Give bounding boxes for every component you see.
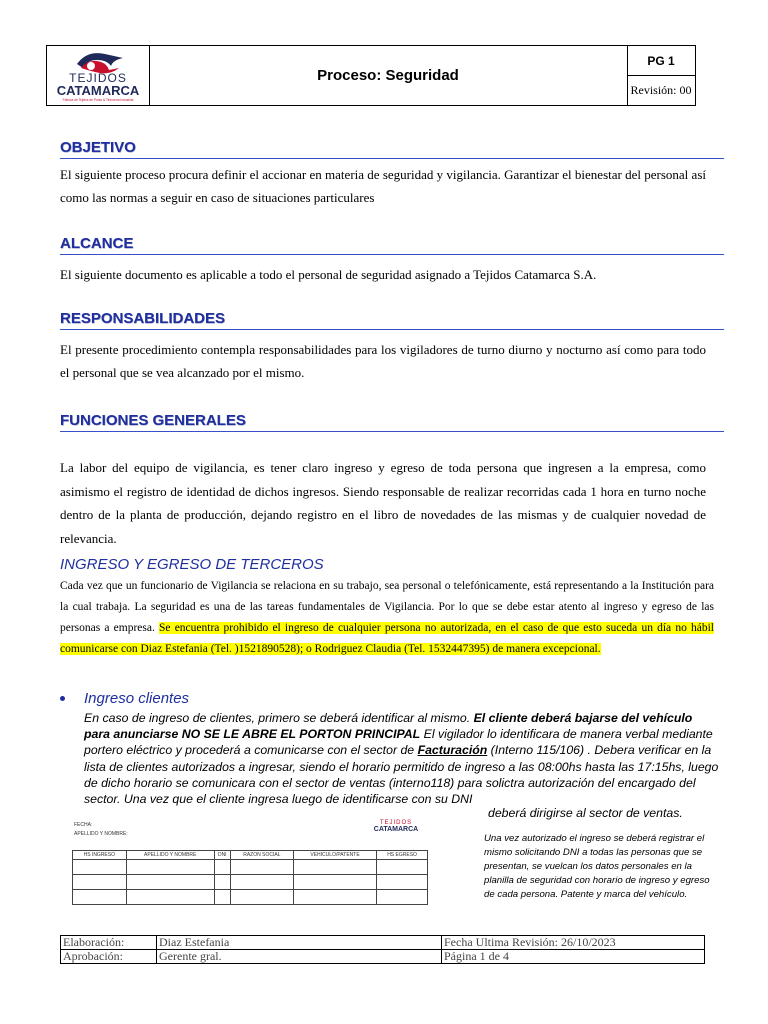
registro-note: Una vez autorizado el ingreso se deberá registrar el mismo solicitando DNI a todas las personas que se presentan, se vuelcan los datos personales en la planilla de seguridad con horario de ingreso y egreso de cada persona. Patente y marca del vehículo. [484, 833, 710, 900]
terceros-text [60, 576, 714, 660]
ingreso-clientes-text [84, 710, 720, 807]
document-header [46, 45, 696, 106]
aprobacion-value: Gerente gral. [157, 950, 442, 964]
terceros-body: Cada vez que un funcionario de Vigilancia se relaciona en su trabajo, sea personal o telefónicamente, está representando a la Institución para la cual trabaja. La seguridad es una de las tareas fundamentales de Vigilancia. Por lo que se debe estar atento al ingreso y egreso de las personas a empresa. [60, 580, 714, 634]
heading-responsabilidades: RESPONSABILIDADES [60, 310, 724, 330]
bullet-icon [60, 696, 65, 701]
heading-terceros: INGRESO Y EGRESO DE TERCEROS [60, 556, 324, 573]
security-form-image [72, 816, 428, 900]
responsabilidades-text: El presente procedimiento contempla responsabilidades para los vigiladores de turno diurno y nocturno así como para todo el personal que se vea alcanzado por el mismo. [60, 342, 706, 380]
form-row [73, 875, 428, 890]
form-col: DNI [214, 851, 230, 860]
ingreso-clientes-title: Ingreso clientes [84, 690, 190, 707]
form-col: HS EGRESO [377, 851, 428, 860]
form-col: HS INGRESO [73, 851, 127, 860]
form-col: RAZON SOCIAL [230, 851, 293, 860]
footer-row [61, 936, 705, 950]
logo-tagline: Fábrica de Tejidos de Punto & Tintorería Industrial [62, 98, 134, 102]
form-apellido-label: APELLIDO Y NOMBRE: [74, 831, 128, 837]
terceros-highlight: Se encuentra prohibido el ingreso de cualquier persona no autorizada, en el caso de que esto suceda un día no hábil comunicarse con Diaz Estefania (Tel. )1521890528); o Rodriguez Claudia (Tel. 1532447395) de manera excepcional. [60, 622, 714, 655]
fecha-revision: Fecha Ultima Revisión: 26/10/2023 [442, 936, 705, 950]
logo-brand: CATAMARCA [56, 83, 140, 98]
revision: Revisión: 00 [630, 83, 692, 97]
form-fecha-label: FECHA: [74, 822, 93, 828]
pagina: Página 1 de 4 [442, 950, 705, 964]
form-table [72, 850, 428, 905]
heading-funciones-generales: FUNCIONES GENERALES [60, 412, 724, 432]
ingreso-bold: El cliente deberá bajarse del vehículo para anunciarse NO SE LE ABRE EL PORTON PRINCIPAL [84, 711, 693, 742]
heading-objetivo: OBJETIVO [60, 139, 724, 159]
form-logo [368, 820, 424, 833]
objetivo-text: El siguiente proceso procura definir el accionar en materia de seguridad y vigilancia. Garantizar el bienestar del personal así como las normas a seguir en caso de situaciones particulares [60, 167, 706, 205]
form-logo-brand: CATAMARCA [373, 826, 419, 833]
heading-alcance: ALCANCE [60, 235, 724, 255]
document-title: Proceso: Seguridad [149, 46, 628, 105]
ingreso-part3: (Interno 115/106) . Debera verificar en la lista de clientes autorizados a ingresar, siendo el horario permitido de ingreso a las 08:00hs hasta las 17:15hs, luego de dicho horario se comunicara con el sector de ventas (interno118) para solictra autorización del encargado del sector. Una vez que el cliente ingresa luego de identificarse con su DNI [84, 743, 719, 807]
form-row [73, 890, 428, 905]
ingreso-part1: En caso de ingreso de clientes, primero se deberá identificar al mismo. [84, 711, 474, 725]
logo-name: TEJIDOS [69, 71, 127, 85]
document-footer [60, 935, 705, 964]
footer-row [61, 950, 705, 964]
funciones-text: La labor del equipo de vigilancia, es tener claro ingreso y egreso de toda persona que ingresen a la empresa, como asimismo el registro de identidad de dichos ingresos. Siendo responsable de realizar recorridas cada 1 hora en turno noche dentro de la planta de producción, dejando registro en el libro de novedades de las mismas y de cualquier novedad de relevancia. [60, 460, 706, 546]
form-header-row [73, 851, 428, 860]
form-col: APELLIDO Y NOMBRE [126, 851, 214, 860]
alcance-text: El siguiente documento es aplicable a todo el personal de seguridad asignado a Tejidos Catamarca S.A. [60, 267, 597, 282]
facturacion-text: Facturación [417, 743, 488, 758]
form-col: VEHICULO/PATENTE [293, 851, 376, 860]
aprobacion-label: Aprobación: [61, 950, 157, 964]
elaboracion-value: Diaz Estefania [157, 936, 442, 950]
form-logo-name: TEJIDOS [379, 820, 413, 826]
page-code: PG 1 [627, 46, 695, 76]
elaboracion-label: Elaboración: [61, 936, 157, 950]
company-logo [47, 46, 150, 105]
ingreso-part2: El vigilador lo identificara de manera verbal mediante portero eléctrico y procederá a comunicarse con el sector de [84, 727, 713, 758]
form-row [73, 860, 428, 875]
ingreso-tail: deberá dirigirse al sector de ventas. [488, 806, 683, 820]
